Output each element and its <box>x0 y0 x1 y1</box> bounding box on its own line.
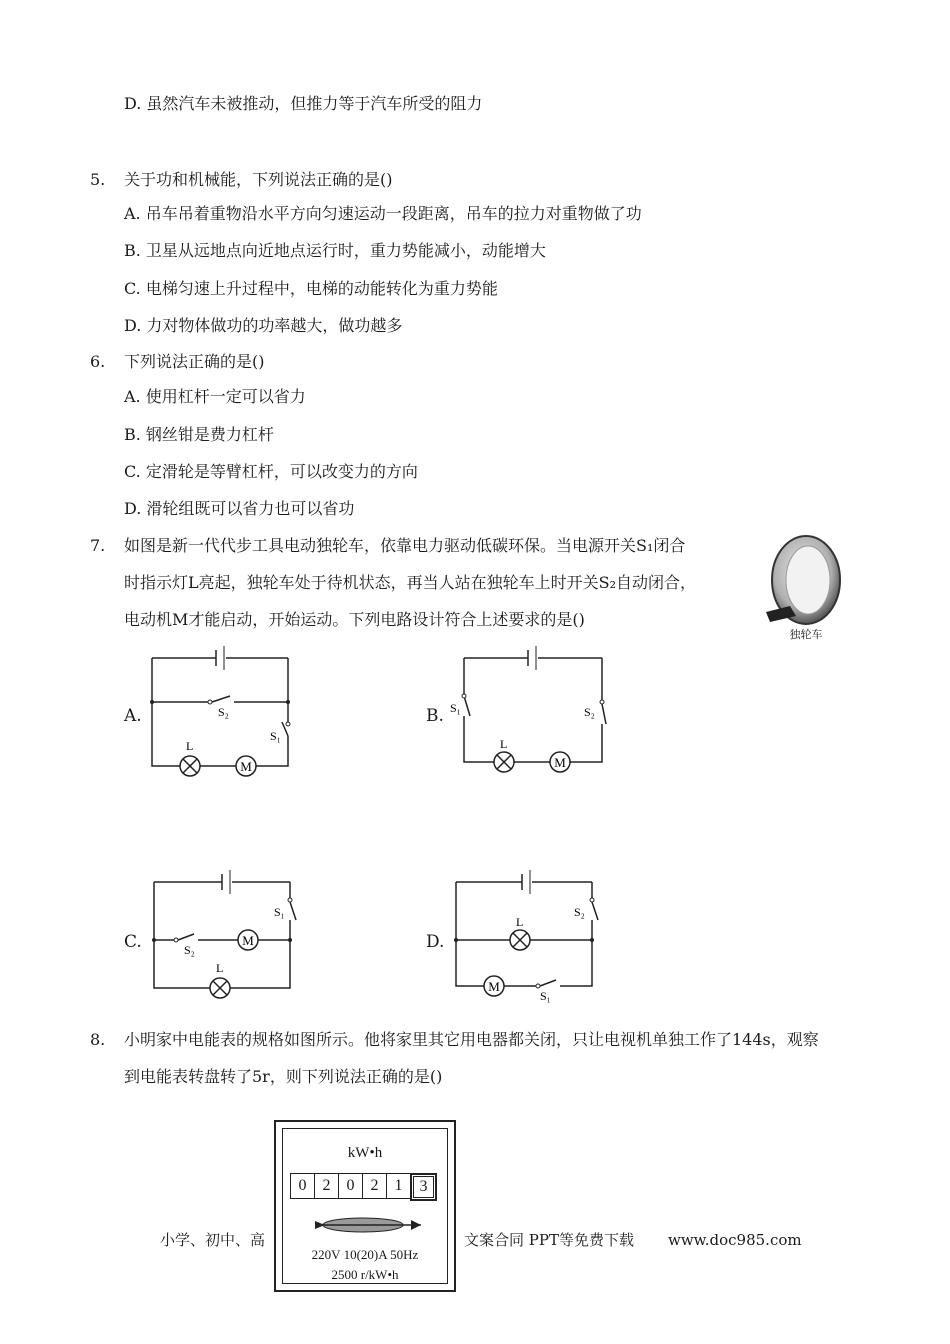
circuit-a-lamp: L <box>186 739 194 753</box>
circuit-d-lamp: L <box>516 915 524 929</box>
meter-digit: 0 <box>290 1173 315 1199</box>
meter-unit: kW•h <box>347 1145 383 1161</box>
meter-digit: 2 <box>362 1173 387 1199</box>
q7-line-3: 电动机M才能启动，开始运动。下列电路设计符合上述要求的是() <box>124 610 585 629</box>
meter-digit-decimal: 3 <box>410 1173 437 1201</box>
circuit-b-lamp: L <box>500 737 508 751</box>
meter-digit: 1 <box>386 1173 411 1199</box>
circuit-a-s1: S₁ <box>270 729 281 743</box>
q7-option-b-label: B. <box>426 706 444 726</box>
q8-line-1: 小明家中电能表的规格如图所示。他将家里其它用电器都关闭，只让电视机单独工作了144s，观察 <box>124 1030 819 1049</box>
q5-option-a: A. 吊车吊着重物沿水平方向匀速运动一段距离，吊车的拉力对重物做了功 <box>124 204 642 223</box>
circuit-b-motor: M <box>554 755 566 770</box>
q6-option-a: A. 使用杠杆一定可以省力 <box>124 387 306 406</box>
circuit-c-lamp: L <box>216 961 224 975</box>
footer-right: 文案合同 PPT等免费下载 <box>464 1231 634 1249</box>
circuit-c-s2: S₂ <box>184 943 195 957</box>
meter-spec-1: 220V 10(20)A 50Hz <box>311 1247 419 1262</box>
q8-line-2: 到电能表转盘转了5r，则下列说法正确的是() <box>124 1067 443 1086</box>
circuit-b-s2: S₂ <box>584 705 595 719</box>
unicycle-photo <box>756 528 852 648</box>
meter-disc-icon <box>309 1211 429 1239</box>
q5-number: 5. <box>90 170 106 189</box>
circuit-c-s1: S₁ <box>274 905 285 919</box>
circuit-c <box>148 868 298 1002</box>
circuit-a-s2: S₂ <box>218 705 229 719</box>
footer-url[interactable]: www.doc985.com <box>668 1231 802 1249</box>
q6-number: 6. <box>90 352 106 371</box>
q5-option-d: D. 力对物体做功的功率越大，做功越多 <box>124 316 403 335</box>
q5-option-b: B. 卫星从远地点向近地点运行时，重力势能减小，动能增大 <box>124 241 546 260</box>
circuit-d <box>450 868 600 1002</box>
circuit-a-motor: M <box>240 759 252 774</box>
q7-number: 7. <box>90 536 106 555</box>
energy-meter <box>274 1120 456 1292</box>
circuit-c-motor: M <box>242 933 254 948</box>
meter-digit: 2 <box>314 1173 339 1199</box>
q6-option-d: D. 滑轮组既可以省力也可以省功 <box>124 499 355 518</box>
meter-digits <box>291 1173 437 1201</box>
q6-stem: 下列说法正确的是() <box>124 352 265 371</box>
q5-stem: 关于功和机械能，下列说法正确的是() <box>124 170 393 189</box>
circuit-b <box>450 644 610 776</box>
meter-spec-2: 2500 r/kW•h <box>331 1267 399 1282</box>
circuit-d-motor: M <box>488 979 500 994</box>
circuit-b-s1: S₁ <box>450 701 461 715</box>
q7-option-c-label: C. <box>124 932 142 952</box>
q7-line-2: 时指示灯L亮起，独轮车处于待机状态，再当人站在独轮车上时开关S₂自动闭合， <box>124 573 697 592</box>
q6-option-c: C. 定滑轮是等臂杠杆，可以改变力的方向 <box>124 462 418 481</box>
unicycle-caption: 独轮车 <box>789 629 823 641</box>
q8-number: 8. <box>90 1030 106 1049</box>
circuit-a <box>146 644 296 774</box>
q6-option-b: B. 钢丝钳是费力杠杆 <box>124 425 274 444</box>
circuit-d-s1: S₁ <box>540 989 551 1003</box>
footer-left: 小学、初中、高 <box>160 1231 266 1249</box>
q7-line-1: 如图是新一代代步工具电动独轮车，依靠电力驱动低碳环保。当电源开关S₁闭合 <box>124 536 686 555</box>
circuit-d-s2: S₂ <box>574 905 585 919</box>
meter-digit: 0 <box>338 1173 363 1199</box>
q7-option-d-label: D. <box>426 932 445 952</box>
q4-option-d: D. 虽然汽车未被推动，但推力等于汽车所受的阻力 <box>124 94 483 113</box>
q5-option-c: C. 电梯匀速上升过程中，电梯的动能转化为重力势能 <box>124 279 498 298</box>
q7-option-a-label: A. <box>124 706 142 726</box>
